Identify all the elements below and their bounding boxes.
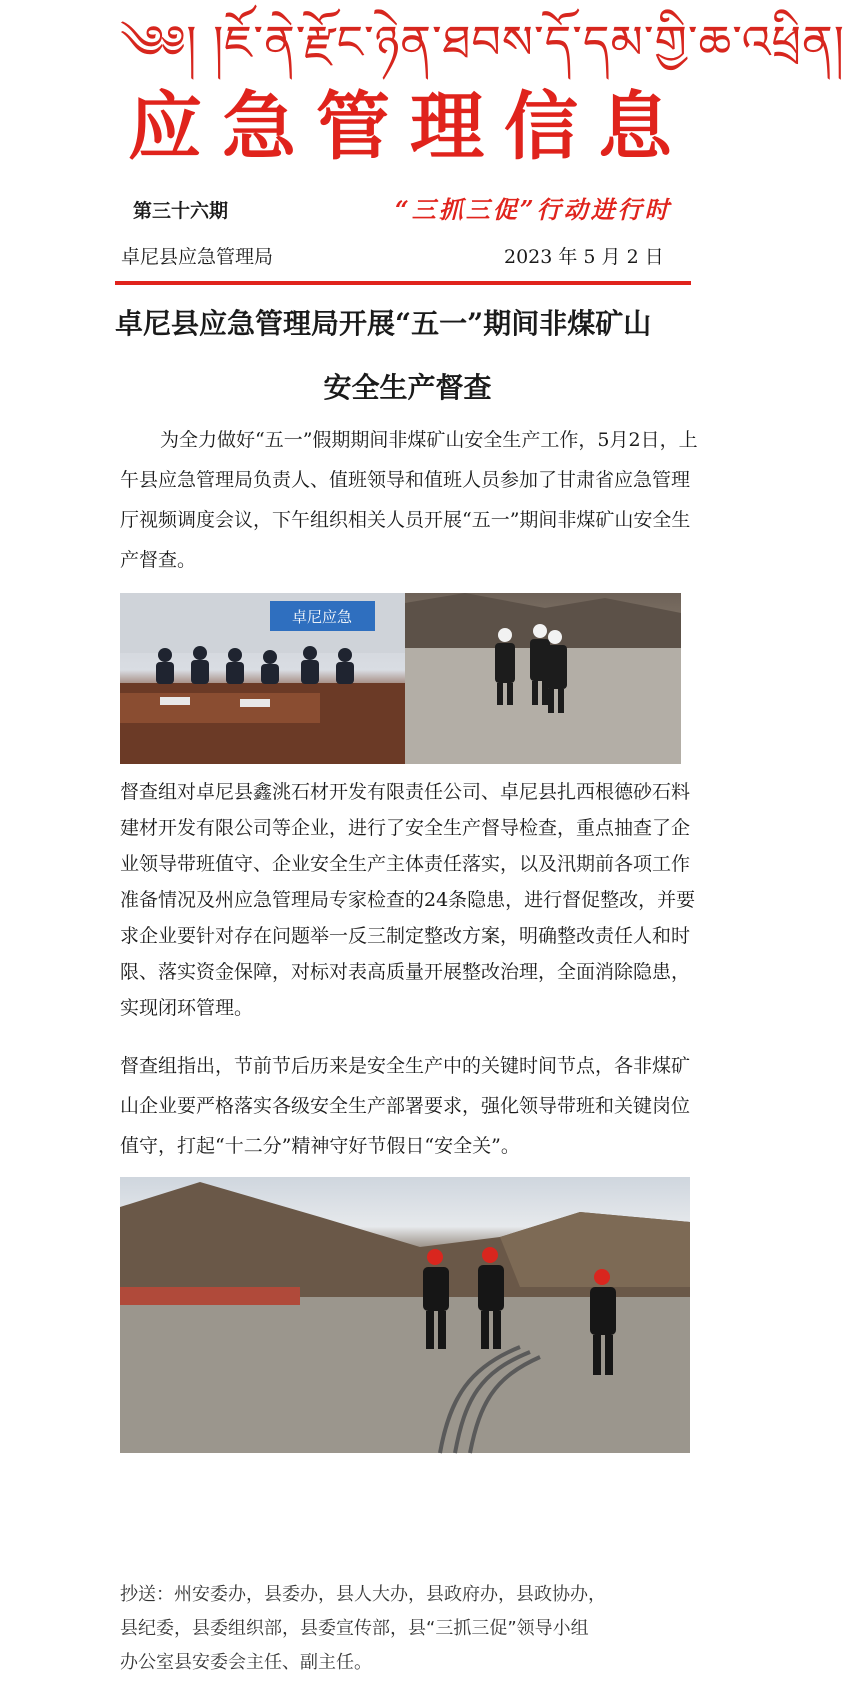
site-inspection-illustration — [405, 593, 681, 764]
campaign-slogan: “三抓三促”行动进行时 — [395, 195, 672, 224]
cc-line-3: 办公室县安委会主任、副主任。 — [120, 1652, 372, 1673]
site-inspection-photo — [405, 593, 681, 764]
masthead-title: 应急管理信息 — [128, 84, 692, 170]
quarry-inspection-photo — [120, 1177, 690, 1453]
tibetan-title: ༄༅། །ཇོ་ནེ་རྫོང་ཉེན་ཐབས་དོ་དམ་གྱི་ཆ་འཕྲིན། — [120, 15, 845, 69]
cc-line-1: 抄送：州安委办，县委办，县人大办，县政府办，县政协办， — [120, 1584, 606, 1605]
meeting-room-sign: 卓尼应急 — [291, 608, 353, 626]
cc-line-2: 县纪委，县委组织部，县委宣传部，县“三抓三促”领导小组 — [120, 1618, 589, 1639]
article-paragraph-1: 为全力做好“五一”假期期间非煤矿山安全生产工作，5月2日，上午县应急管理局负责人、值班领导和值班人员参加了甘肃省应急管理厅视频调度会议，下午组织相关人员开展“五一”期间非煤矿山安全生产督查。 — [120, 429, 698, 571]
article-title-line1: 卓尼县应急管理局开展“五一”期间非煤矿山 — [115, 307, 652, 340]
article-paragraph-3: 督查组指出，节前节后历来是安全生产中的关键时间节点，各非煤矿山企业要严格落实各级安全生产部署要求，强化领导带班和关键岗位值守，打起“十二分”精神守好节假日“安全关”。 — [120, 1055, 691, 1157]
agency-name: 卓尼县应急管理局 — [121, 246, 274, 268]
header-divider — [115, 281, 691, 285]
article-paragraph-2: 督查组对卓尼县鑫洮石材开发有限责任公司、卓尼县扎西根德砂石料建材开发有限公司等企业，进行了安全生产督导检查，重点抽查了企业领导带班值守、企业安全生产主体责任落实，以及汛期前各项工作准备情况及州应急管理局专家检查的24条隐患，进行督促整改，并要求企业要针对存在问题举一反三制定整改方案，明确整改责任人和时限、落实资金保障，对标对表高质量开展整改治理，全面消除隐患，实现闭环管理。 — [120, 781, 696, 1019]
quarry-inspection-illustration — [120, 1177, 690, 1453]
meeting-photo-illustration — [120, 593, 405, 764]
issue-number: 第三十六期 — [133, 200, 229, 222]
article-title-line2: 安全生产督查 — [323, 371, 492, 404]
meeting-photo — [120, 593, 405, 764]
issue-date: 2023 年 5 月 2 日 — [504, 246, 664, 268]
